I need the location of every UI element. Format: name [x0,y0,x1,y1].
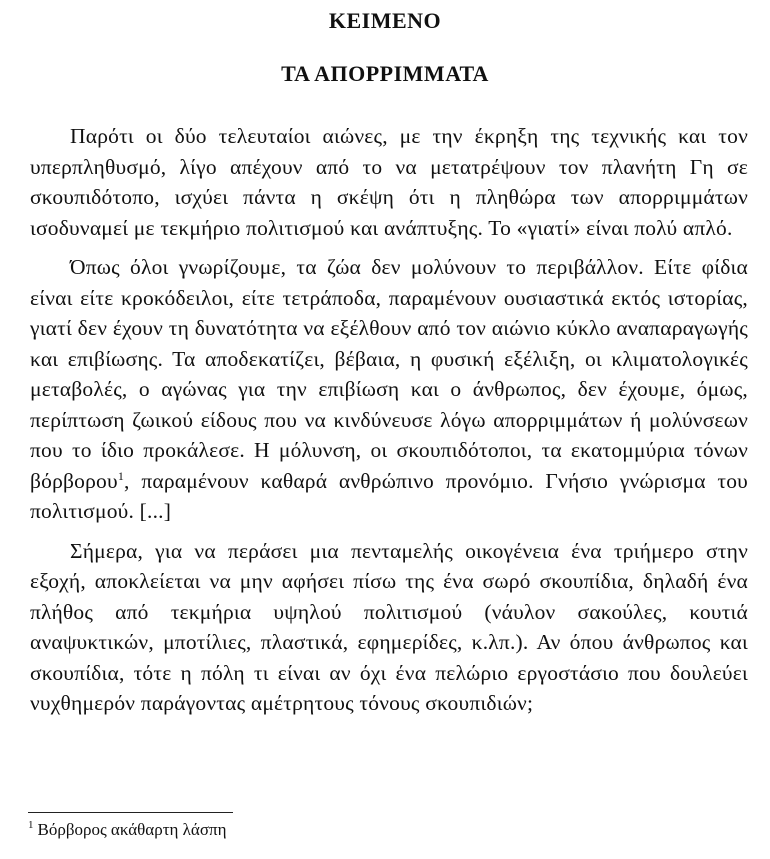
footnote-divider [28,812,233,813]
section-label: ΚΕΙΜΕΝΟ [328,8,442,33]
footnote-marker: 1 [28,819,34,832]
document-body [30,121,748,719]
page-title: ΤΑ ΑΠΟΡΡΙΜΜΑΤΑ [281,61,489,86]
paragraph-2-text: Όπως όλοι γνωρίζουμε, τα ζώα δεν μολύνουν το περιβάλλον. Είτε φίδια είναι είτε κροκόδειλοι, είτε τετράποδα, παραμένουν ουσιαστικά εκτός ιστορίας, γιατί δεν έχουν τη δυνατότητα να εξέλθουν από τον αιώνιο κύκλο αναπαραγωγής και επιβίωσης. Τα αποδεκατίζει, βέβαια, η φυσική εξέλιξη, οι κλιματολογικές μεταβολές, ο αγώνας για την επιβίωση και ο άνθρωπος, δεν έχουμε, όμως, περίπτωση ζωικού είδους που να κινδύνευσε λόγω απορριμμάτων ή μολύνσεων που το ίδιο προκάλεσε. Η μόλυνση, οι σκουπιδότοποι, τα εκατομμύρια τόνων βόρβορου [30,255,748,493]
footnote-reference: 1 [117,468,125,483]
paragraph-1: Παρότι οι δύο τελευταίοι αιώνες, με την έκρηξη της τεχνικής και τον υπερπληθυσμό, λίγο απέχουν από το να μετατρέψουν τον πλανήτη Γη σε σκουπιδότοπο, ισχύει πάντα η σκέψη ότι η πληθώρα των απορριμμάτων ισοδυναμεί με τεκμήριο πολιτισμού και ανάπτυξης. Το «γιατί» είναι πολύ απλό. [30,124,748,240]
paragraph-2-tail: , παραμένουν καθαρά ανθρώπινο προνόμιο. Γνήσιο γνώρισμα του πολιτισμού. [...] [30,468,748,523]
footnote [28,819,226,841]
footnote-text: Βόρβορος ακάθαρτη λάσπη [37,820,227,839]
paragraph-3: Σήμερα, για να περάσει μια πενταμελής οικογένεια ένα τριήμερο στην εξοχή, αποκλείεται να μην αφήσει πίσω της ένα σωρό σκουπίδια, δηλαδή ένα πλήθος από τεκμήρια υψηλού πολιτισμού (νάυλον σακούλες, κουτιά αναψυκτικών, μποτίλιες, πλαστικά, εφημερίδες, κ.λπ.). Αν όπου άνθρωπος και σκουπίδια, τότε η πόλη τι είναι αν όχι ένα πελώριο εργοστάσιο που δουλεύει νυχθημερόν παράγοντας αμέτρητους τόνους σκουπιδιών; [30,538,748,715]
paragraph-2 [30,252,748,527]
